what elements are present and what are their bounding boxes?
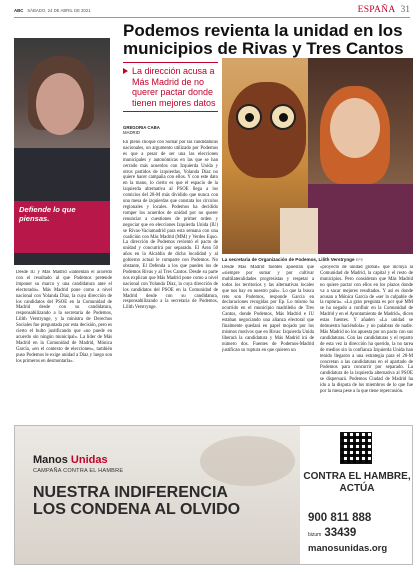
ad-phone[interactable]: 900 811 888	[308, 512, 372, 524]
left-photo	[14, 38, 110, 265]
article-column-4: «proyecto de unidad global» que incluya la Comunidad de Madrid, la capital y el resto de municipios. Pero consideran que Más Madrid no quiere pactar con ellos en los plazos donde va a sacar mejores resultados. Y así es donde acusan a Mónica García de «ser la culpable de la ruptura». «La gran pregunta es por qué MM se ha negado a confluir en la Comunidad de Madrid y en el Ayuntamiento de Madrid», dicen estas fuentes. Y añaden «La unidad se demuestra haciéndola» y no palabras de nadie. Más Madrid no los apuesta por un pacto con sus candidaturas. Con las candidaturas y el reparto de esta vez la dirección ha querido, la no tarea de medios sin la confianza Izquierda Unida han tenido llegaron a una estrategia para el 28-M concretan a las candidaturas en el apartado de Podemos para concurrir por separado. La candidatura de la izquierda alternativa al PSOE se dispersará. Podemos Ciudad de Madrid ha ido a la disputa de los miembros de lo que fue por la mesa pese a la que tiene repercusión.	[320, 265, 413, 395]
photo-woman-face	[330, 98, 380, 158]
ad-logo	[33, 454, 108, 466]
article-column-3: Desde Más Madrid fuentes apuestan que «siempre por sumar y por cultivar multilateralidades progresistas y respetar a todos los territorios y las alternativas locales que nos hay en nuestro país». Lo que la busca reto son Podemos, responde García en declaraciones recogidas por Ep. Lo mismo ha ocurrido en el municipio madrileño de Tres Cantos, donde Podemos, Más Madrid e IU estaban negociando una alianza electoral que finalmente quedará en papel mojado por los mismos motivos que en Rivas: Izquierda Unida liberará la candidatura y Más Madrid irá de número dos. Fuentes de Podemos-Madrid justifican su ruptura en que quieren un	[222, 265, 314, 353]
article-deck: La dirección acusa a Más Madrid de no querer pactar donde tienen mejores datos	[123, 62, 218, 112]
advertisement[interactable]	[14, 425, 413, 565]
publication-date: SÁBADO, 24 DE ABRIL DE 2021	[27, 7, 91, 13]
ad-headline	[33, 484, 293, 518]
photo-woman-coat	[308, 184, 413, 254]
caption-text: La secretaria de Organización de Podemos, Lilith Verstrynge	[222, 257, 355, 262]
owl-mural-icon	[228, 82, 306, 178]
header-rule	[14, 17, 410, 18]
bizum-label: bizum	[308, 532, 322, 538]
ad-right-panel	[300, 426, 413, 565]
owl-left-eye	[236, 104, 262, 130]
photo-person-face	[36, 73, 84, 135]
publication-name: ABC	[14, 7, 24, 13]
qr-code-icon[interactable]	[340, 432, 372, 464]
photo-foreground-object	[280, 208, 318, 254]
photo-person-area	[308, 58, 413, 254]
photo-sign: Defiende lo que piensas.	[14, 201, 110, 253]
ad-tagline: CAMPAÑA CONTRA EL HAMBRE	[33, 468, 124, 474]
article-title: Podemos revienta la unidad en los municipios de Rivas y Tres Cantos	[123, 21, 404, 58]
page-number: 31	[400, 5, 410, 15]
page-header	[14, 4, 410, 16]
article-location: MADRID	[123, 130, 140, 135]
ad-background-image	[200, 436, 295, 486]
article-photo	[222, 58, 413, 254]
bizum-number: 33439	[324, 527, 357, 539]
article-column-1: Desde IU y Más Madrid «lamentan el acuerdo con el resultado al que Podemos pretende imponer su marco y una candidatura ante el electorado». Más Madrid pone como a nivel nacional con Yolanda Díaz, la cuya dirección de los candidatos del PSOE en la Comunidad de Madrid desde con su candidatura, responsabilizando a la secretaria de Podemos, Lilith Verstrynge, y la ministra de Derechos Sociales fue preguntada por esta decisión, pero es cierto el bulto justificando que «no puede en acuerdo sin ningún municipal». La líder de Más Madrid en la Comunidad de Madrid, Mónica García, «en el contexto de elecciones», también puso Podemos le exige unidad a Díaz y luego son los primeros en desmontarla».	[16, 270, 112, 364]
ad-bizum	[308, 527, 356, 539]
ad-cta	[300, 471, 413, 494]
ad-left-panel	[15, 426, 300, 565]
ad-headline-line2: LOS CONDENA AL OLVIDO	[33, 501, 241, 518]
caption-credit: EFE	[355, 258, 364, 262]
section-name: ESPAÑA	[357, 5, 396, 15]
ad-logo-part1: Manos	[33, 454, 68, 466]
article-byline	[123, 125, 218, 135]
ad-cta-line1: CONTRA EL HAMBRE,	[303, 471, 411, 482]
ad-cta-line2: ACTÚA	[339, 482, 375, 494]
article-column-2: En pleno choque con Sumar por las candidaturas nacionales, un argumento utilizado por Podemos es que a pesar de ser una las elecciones municipales y autonómicas en las que se han cerrado más acuerdos con Izquierda Unida y otros partidos de izquierdas, Yolanda Díaz no quiere hacer campaña con ellos. Y con este dato en la mano, lo cierto es que el espacio de la izquierda alternativa al PSOE llega a los comicios del 28-M más dividido que nunca con una mesa de izquierdas que constata los círculos regionales y locales. Podemos ha decidido romper los acuerdos de unidad por no querer renunciar a cuestiones de primer orden y negociar que en elecciones Izquierda Unida (IU) se Rivas-Vaciamadrid para esta semana con una coalición con Más Madrid (MM) y Verdes Equo. La dirección de Podemos revientó el pacto de unidad y concurrirá por separado. El Área 50 años en la Alcaldía de dicha localidad y al gobierno actual le comparte con Podemos. No obstante, El Defenda a los que pueden los de Podemos Rivas y al Tres Cantos. Desde su parte nos explican que Más Madrid pone como a nivel nacional con Yolanda Díaz, la cuya dirección de los candidatos del PSOE en la Comunidad de Madrid desde con su candidatura, responsabilizando a la secretaria de Podemos, Lilith Verstrynge.	[123, 140, 218, 311]
photo-caption	[222, 257, 413, 262]
ad-website-link[interactable]: manosunidas.org	[308, 543, 388, 554]
author-name: GREGORIA CABA	[123, 125, 160, 130]
ad-headline-line1: NUESTRA INDIFERENCIA	[33, 484, 228, 501]
ad-logo-part2: Unidas	[70, 454, 108, 466]
owl-right-eye	[270, 104, 296, 130]
